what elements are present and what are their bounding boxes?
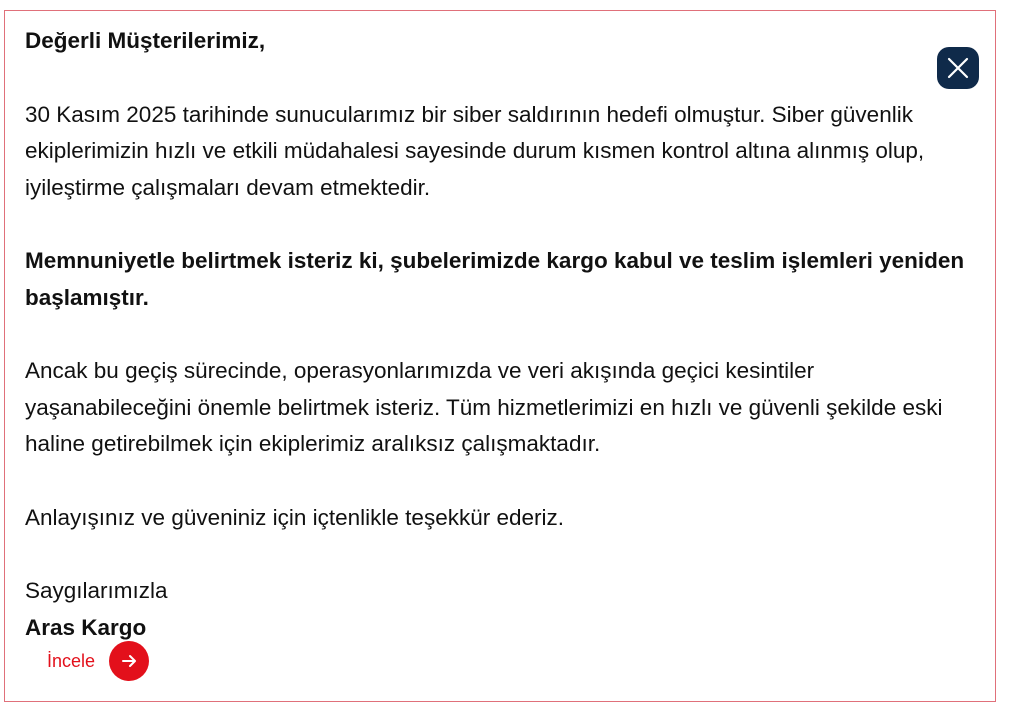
incident-paragraph: 30 Kasım 2025 tarihinde sunucularımız bir siber saldırının hedefi olmuştur. Siber güvenlik ekiplerimizin hızlı ve etkili müdahalesi sayesinde durum kısmen kontrol altına alınmış olup, iyileştirme çalışmaları devam etmektedir. bbox=[25, 101, 925, 200]
thanks-paragraph: Anlayışınız ve güveniniz için içtenlikle teşekkür ederiz. bbox=[25, 504, 565, 530]
inspect-link[interactable] bbox=[47, 641, 149, 681]
service-resumed-paragraph: Memnuniyetle belirtmek isteriz ki, şubelerimizde kargo kabul ve teslim işlemleri yeniden başlamıştır. bbox=[25, 248, 965, 310]
announcement-content bbox=[25, 23, 965, 646]
closing-text: Saygılarımızla bbox=[25, 578, 168, 603]
disruption-paragraph: Ancak bu geçiş sürecinde, operasyonlarımızda ve veri akışında geçici kesintiler yaşanabileceğini önemle belirtmek isteriz. Tüm hizmetlerimizi en hızlı ve güvenli şekilde eski haline getirebilmek için ekiplerimiz aralıksız çalışmaktadır. bbox=[25, 358, 943, 456]
inspect-label: İncele bbox=[47, 650, 96, 671]
announcement-modal bbox=[4, 10, 996, 702]
signature: Aras Kargo bbox=[25, 614, 147, 640]
greeting: Değerli Müşterilerimiz, bbox=[25, 28, 266, 53]
arrow-right-button[interactable] bbox=[109, 641, 149, 681]
arrow-right-icon bbox=[120, 652, 138, 670]
